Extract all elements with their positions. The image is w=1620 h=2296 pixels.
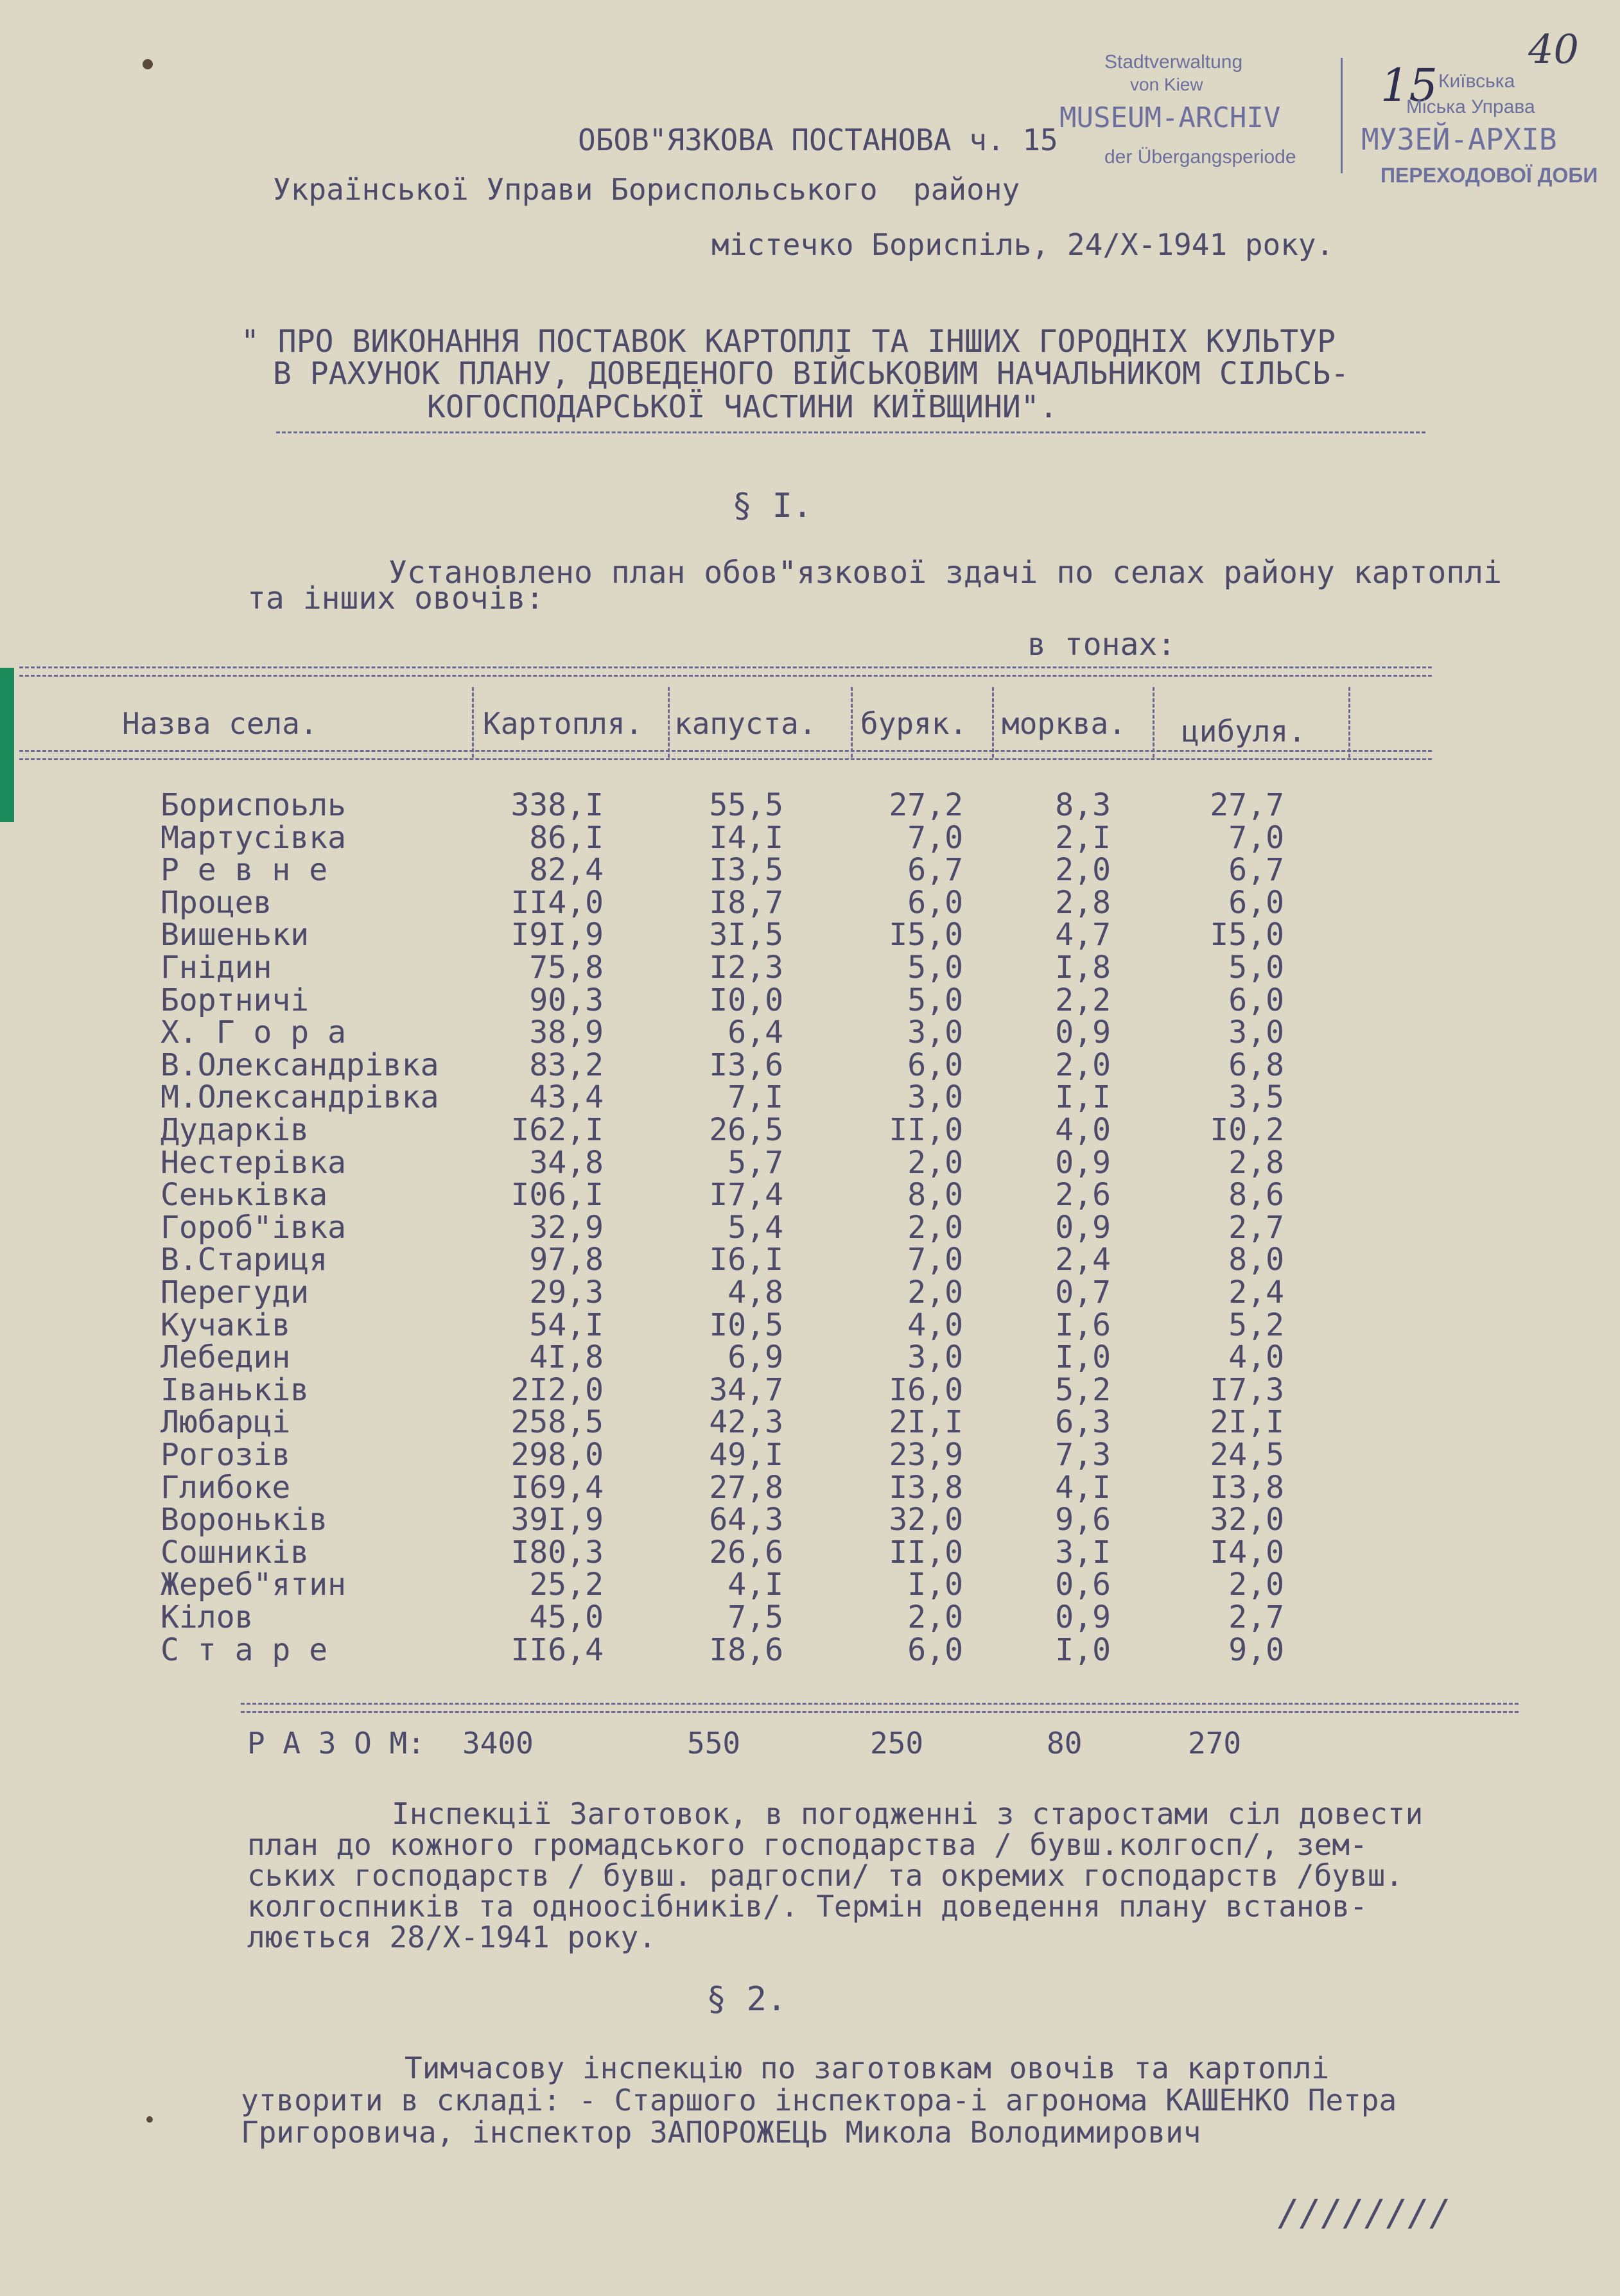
quantity-cell: 2І,І: [889, 1404, 963, 1441]
document-title: ОБОВ"ЯЗКОВА ПОСТАНОВА ч. 15: [578, 123, 1058, 157]
ukr-stamp-line: Київська: [1438, 71, 1515, 92]
quantity-cell: І0,5: [709, 1307, 783, 1343]
village-name-cell: Бортничі: [161, 982, 309, 1018]
quantity-cell: 6,8: [1228, 1047, 1284, 1083]
quantity-cell: 338,І: [510, 787, 604, 823]
table-row: [0, 1112, 1620, 1148]
column-header: морква.: [1002, 706, 1126, 741]
total-value: 3400: [462, 1726, 534, 1761]
village-name-cell: Р е в н е: [161, 852, 328, 889]
village-name-cell: Мартусівка: [161, 819, 346, 856]
quantity-cell: 82,4: [529, 852, 604, 889]
quantity-cell: І0,0: [709, 982, 783, 1018]
quantity-cell: І,0: [1055, 1631, 1111, 1668]
quantity-cell: 2,8: [1055, 884, 1111, 921]
ukr-stamp-line: Міська Управа: [1406, 96, 1535, 117]
village-name-cell: Сошників: [161, 1534, 309, 1570]
quantity-cell: 0,9: [1055, 1144, 1111, 1181]
quantity-cell: 7,0: [1228, 819, 1284, 856]
quantity-cell: І4,І: [709, 819, 783, 856]
column-divider: [992, 687, 994, 758]
quantity-cell: 6,9: [727, 1339, 783, 1376]
quantity-cell: 43,4: [529, 1079, 604, 1116]
quantity-cell: 6,4: [727, 1014, 783, 1051]
village-name-cell: Сеньківка: [161, 1177, 328, 1213]
village-name-cell: С т а р е: [161, 1631, 328, 1668]
units-label: в тонах:: [1027, 627, 1176, 663]
totals-row: [0, 1726, 1620, 1761]
table-row: [0, 1079, 1620, 1116]
quantity-cell: 6,0: [907, 1631, 963, 1668]
quantity-cell: 2,7: [1228, 1599, 1284, 1635]
quantity-cell: 7,0: [907, 819, 963, 856]
table-row: [0, 1371, 1620, 1408]
table-row: [0, 1534, 1620, 1570]
table-row: [0, 950, 1620, 986]
quantity-cell: 2,І: [1055, 819, 1111, 856]
village-name-cell: Рогозів: [161, 1437, 291, 1473]
quantity-cell: 3,0: [1228, 1014, 1284, 1051]
column-divider: [1348, 687, 1350, 758]
quantity-cell: І0,2: [1210, 1112, 1284, 1148]
quantity-cell: 2,6: [1055, 1177, 1111, 1213]
table-row: [0, 884, 1620, 921]
folio-number: 40: [1528, 26, 1579, 73]
village-name-cell: Дударків: [161, 1112, 309, 1148]
quantity-cell: І8,6: [709, 1631, 783, 1668]
german-archive-stamp: [1059, 51, 1336, 180]
quantity-cell: 5,7: [727, 1144, 783, 1181]
village-name-cell: В.Олександрівка: [161, 1047, 439, 1083]
quantity-cell: 8,0: [1228, 1242, 1284, 1278]
quantity-cell: І80,3: [510, 1534, 604, 1570]
quantity-cell: 7,3: [1055, 1437, 1111, 1473]
quantity-cell: 54,І: [529, 1307, 604, 1343]
quantity-cell: 5,0: [907, 982, 963, 1018]
trailing-marks: ////////: [1278, 2193, 1451, 2234]
quantity-cell: І6,І: [709, 1242, 783, 1278]
quantity-cell: 5,4: [727, 1209, 783, 1246]
quantity-cell: 3,0: [907, 1079, 963, 1116]
ukr-stamp-line: ПЕРЕХОДОВОЇ ДОБИ: [1380, 164, 1598, 187]
quantity-cell: І62,І: [510, 1112, 604, 1148]
section-intro: Установлено план обов"язкової здачі по селах району картоплі: [388, 555, 1502, 591]
quantity-cell: 32,9: [529, 1209, 604, 1246]
quantity-cell: 34,8: [529, 1144, 604, 1181]
quantity-cell: 34,7: [709, 1371, 783, 1408]
quantity-cell: 24,5: [1210, 1437, 1284, 1473]
total-value: 270: [1188, 1726, 1242, 1761]
quantity-cell: І5,0: [1210, 917, 1284, 953]
village-name-cell: Кучаків: [161, 1307, 291, 1343]
table-row: [0, 1404, 1620, 1441]
quantity-cell: 2,0: [907, 1144, 963, 1181]
quantity-cell: 2,8: [1228, 1144, 1284, 1181]
quantity-cell: 4,7: [1055, 917, 1111, 953]
quantity-cell: 27,7: [1210, 787, 1284, 823]
quantity-cell: 4І,8: [529, 1339, 604, 1376]
quantity-cell: ІІ,0: [889, 1112, 963, 1148]
village-name-cell: Кілов: [161, 1599, 254, 1635]
village-name-cell: Перегуди: [161, 1274, 309, 1310]
table-row: [0, 852, 1620, 889]
village-name-cell: М.Олександрівка: [161, 1079, 439, 1116]
village-name-cell: Процев: [161, 884, 272, 921]
quantity-cell: 25,2: [529, 1567, 604, 1603]
quantity-cell: 27,2: [889, 787, 963, 823]
quantity-cell: І4,0: [1210, 1534, 1284, 1570]
ukr-stamp-line: МУЗЕЙ-АРХІВ: [1361, 122, 1557, 157]
quantity-cell: 6,7: [1228, 852, 1284, 889]
total-value: 250: [870, 1726, 924, 1761]
quantity-cell: 42,3: [709, 1404, 783, 1441]
quantity-cell: 86,І: [529, 819, 604, 856]
total-value: 80: [1047, 1726, 1083, 1761]
column-header: Картопля.: [483, 706, 643, 741]
quantity-cell: ІЗ,8: [1210, 1469, 1284, 1506]
quantity-cell: 4,0: [1228, 1339, 1284, 1376]
table-row: [0, 917, 1620, 953]
quantity-cell: І,8: [1055, 950, 1111, 986]
quantity-cell: 75,8: [529, 950, 604, 986]
subject-line: В РАХУНОК ПЛАНУ, ДОВЕДЕНОГО ВІЙСЬКОВИМ НАЧАЛЬНИКОМ СІЛЬСЬ-: [273, 356, 1350, 392]
quantity-cell: І,0: [1055, 1339, 1111, 1376]
quantity-cell: 4,8: [727, 1274, 783, 1310]
quantity-cell: 32,0: [1210, 1502, 1284, 1538]
village-name-cell: Бориспоьль: [161, 787, 346, 823]
quantity-cell: 3,І: [1055, 1534, 1111, 1570]
stamp-divider: [1341, 58, 1343, 173]
totals-label: Р А З О М:: [247, 1726, 425, 1761]
table-row: [0, 1014, 1620, 1051]
quantity-cell: ІЗ,5: [709, 852, 783, 889]
place-date-line: містечко Бориспіль, 24/Х-1941 року.: [711, 227, 1334, 262]
table-row: [0, 982, 1620, 1018]
quantity-cell: 7,5: [727, 1599, 783, 1635]
quantity-cell: 5,0: [1228, 950, 1284, 986]
quantity-cell: 3,0: [907, 1014, 963, 1051]
subject-underline: [276, 431, 1425, 433]
quantity-cell: 5,0: [907, 950, 963, 986]
table-bottom-rule: [241, 1703, 1519, 1713]
quantity-cell: І7,3: [1210, 1371, 1284, 1408]
table-row: [0, 1177, 1620, 1213]
table-row: [0, 1502, 1620, 1538]
quantity-cell: 4,І: [727, 1567, 783, 1603]
total-value: 550: [687, 1726, 741, 1761]
german-stamp-line: Stadtverwaltung: [1104, 51, 1243, 73]
village-name-cell: Вороньків: [161, 1502, 328, 1538]
table-row: [0, 1339, 1620, 1376]
village-name-cell: Глибоке: [161, 1469, 291, 1506]
column-divider: [1153, 687, 1154, 758]
punch-hole-bottom: [146, 2116, 153, 2123]
quantity-cell: 0,9: [1055, 1209, 1111, 1246]
table-row: [0, 1437, 1620, 1473]
quantity-cell: 2,0: [1055, 1047, 1111, 1083]
quantity-cell: І2,3: [709, 950, 783, 986]
village-name-cell: В.Стариця: [161, 1242, 328, 1278]
quantity-cell: 0,7: [1055, 1274, 1111, 1310]
quantity-cell: І,0: [907, 1567, 963, 1603]
quantity-cell: І5,0: [889, 917, 963, 953]
quantity-cell: 26,5: [709, 1112, 783, 1148]
quantity-cell: 32,0: [889, 1502, 963, 1538]
quantity-cell: 258,5: [510, 1404, 604, 1441]
quantity-cell: І,6: [1055, 1307, 1111, 1343]
village-name-cell: Любарці: [161, 1404, 291, 1441]
quantity-cell: І69,4: [510, 1469, 604, 1506]
column-header: цибуля.: [1181, 714, 1306, 749]
quantity-cell: 5,2: [1228, 1307, 1284, 1343]
quantity-cell: 55,5: [709, 787, 783, 823]
quantity-cell: 38,9: [529, 1014, 604, 1051]
paragraph-line: утворити в складі: - Старшого інспектора-і агронома КАШЕНКО Петра: [241, 2083, 1397, 2118]
quantity-cell: 26,6: [709, 1534, 783, 1570]
quantity-cell: 2І2,0: [510, 1371, 604, 1408]
table-row: [0, 1242, 1620, 1278]
table-row: [0, 787, 1620, 823]
quantity-cell: 39І,9: [510, 1502, 604, 1538]
section-heading: § 2.: [706, 1980, 787, 2019]
quantity-cell: 6,0: [907, 884, 963, 921]
column-divider: [472, 687, 474, 758]
quantity-cell: І9І,9: [510, 917, 604, 953]
german-stamp-line: von Kiew: [1130, 74, 1203, 94]
column-divider: [851, 687, 853, 758]
quantity-cell: 64,3: [709, 1502, 783, 1538]
quantity-cell: 3І,5: [709, 917, 783, 953]
quantity-cell: ІЗ,8: [889, 1469, 963, 1506]
quantity-cell: ІІ6,4: [510, 1631, 604, 1668]
table-row: [0, 1307, 1620, 1343]
quantity-cell: 7,І: [727, 1079, 783, 1116]
quantity-cell: 6,0: [1228, 884, 1284, 921]
village-name-cell: Жереб"ятин: [161, 1567, 346, 1603]
village-name-cell: Іваньків: [161, 1371, 309, 1408]
quantity-cell: 9,0: [1228, 1631, 1284, 1668]
subject-line: " ПРО ВИКОНАННЯ ПОСТАВОК КАРТОПЛІ ТА ІНШИХ ГОРОДНІХ КУЛЬТУР: [241, 324, 1336, 360]
page-number: 15: [1380, 59, 1438, 112]
paragraph-line: план до кожного громадського господарства / бувш.колгосп/, зем-: [247, 1827, 1368, 1862]
quantity-cell: І7,4: [709, 1177, 783, 1213]
section-heading: § І.: [732, 487, 813, 525]
paragraph-line: Інспекції Заготовок, в погодженні з старостами сіл довести: [392, 1796, 1424, 1831]
quantity-cell: 6,3: [1055, 1404, 1111, 1441]
village-name-cell: Вишеньки: [161, 917, 309, 953]
issuer-line: Української Управи Бориспольського району: [273, 172, 1020, 207]
quantity-cell: І6,0: [889, 1371, 963, 1408]
quantity-cell: 2,0: [907, 1599, 963, 1635]
quantity-cell: 3,5: [1228, 1079, 1284, 1116]
quantity-cell: 49,І: [709, 1437, 783, 1473]
quantity-cell: 23,9: [889, 1437, 963, 1473]
quantity-cell: 2,4: [1055, 1242, 1111, 1278]
quantity-cell: 45,0: [529, 1599, 604, 1635]
punch-hole-top: [143, 59, 153, 69]
quantity-cell: 27,8: [709, 1469, 783, 1506]
village-name-cell: Х. Г о р а: [161, 1014, 346, 1051]
quantity-cell: І06,І: [510, 1177, 604, 1213]
quantity-cell: 4,0: [907, 1307, 963, 1343]
table-row: [0, 1209, 1620, 1246]
quantity-cell: 90,3: [529, 982, 604, 1018]
quantity-cell: 6,0: [907, 1047, 963, 1083]
table-row: [0, 1567, 1620, 1603]
table-top-rule: [19, 666, 1432, 677]
quantity-cell: 2,2: [1055, 982, 1111, 1018]
table-row: [0, 1631, 1620, 1668]
quantity-cell: 2,0: [1055, 852, 1111, 889]
quantity-cell: 2,0: [907, 1274, 963, 1310]
quantity-cell: 3,0: [907, 1339, 963, 1376]
quantity-cell: І,І: [1055, 1079, 1111, 1116]
ukrainian-archive-stamp: [1361, 71, 1605, 199]
quantity-cell: ІЗ,6: [709, 1047, 783, 1083]
column-header: буряк.: [860, 706, 968, 741]
quantity-cell: 0,9: [1055, 1599, 1111, 1635]
table-row: [0, 1469, 1620, 1506]
paragraph-line: Григоровича, інспектор ЗАПОРОЖЕЦЬ Микола Володимирович: [241, 2115, 1201, 2150]
subject-line: КОГОСПОДАРСЬКОЇ ЧАСТИНИ КИЇВЩИНИ".: [427, 389, 1058, 425]
quantity-cell: ІІ,0: [889, 1534, 963, 1570]
quantity-cell: 6,7: [907, 852, 963, 889]
column-header: Назва села.: [122, 706, 318, 741]
paragraph-line: люється 28/Х-1941 року.: [247, 1920, 656, 1954]
quantity-cell: 7,0: [907, 1242, 963, 1278]
german-stamp-line: MUSEUM-ARCHIV: [1059, 101, 1281, 134]
quantity-cell: 8,6: [1228, 1177, 1284, 1213]
quantity-cell: І8,7: [709, 884, 783, 921]
quantity-cell: 0,6: [1055, 1567, 1111, 1603]
table-row: [0, 1144, 1620, 1181]
quantity-cell: 5,2: [1055, 1371, 1111, 1408]
german-stamp-line: der Übergangsperiode: [1104, 146, 1296, 168]
quantity-cell: 2,0: [907, 1209, 963, 1246]
table-row: [0, 819, 1620, 856]
village-name-cell: Гороб"івка: [161, 1209, 346, 1246]
quantity-cell: 2І,І: [1210, 1404, 1284, 1441]
section-intro: та інших овочів:: [247, 580, 544, 616]
table-header-rule: [19, 750, 1432, 760]
table-row: [0, 1047, 1620, 1083]
quantity-cell: 2,0: [1228, 1567, 1284, 1603]
table-row: [0, 1599, 1620, 1635]
village-name-cell: Гнідин: [161, 950, 272, 986]
column-header: капуста.: [674, 706, 817, 741]
quantity-cell: 4,І: [1055, 1469, 1111, 1506]
quantity-cell: 4,0: [1055, 1112, 1111, 1148]
quantity-cell: ІІ4,0: [510, 884, 604, 921]
quantity-cell: 97,8: [529, 1242, 604, 1278]
village-name-cell: Нестерівка: [161, 1144, 346, 1181]
quantity-cell: 83,2: [529, 1047, 604, 1083]
quantity-cell: 29,3: [529, 1274, 604, 1310]
quantity-cell: 8,0: [907, 1177, 963, 1213]
quantity-cell: 2,4: [1228, 1274, 1284, 1310]
village-name-cell: Лебедин: [161, 1339, 291, 1376]
quantity-cell: 0,9: [1055, 1014, 1111, 1051]
column-divider: [668, 687, 670, 758]
quantity-cell: 6,0: [1228, 982, 1284, 1018]
quantity-cell: 8,3: [1055, 787, 1111, 823]
quantity-cell: 298,0: [510, 1437, 604, 1473]
paragraph-line: колгоспників та одноосібників/. Термін доведення плану встанов-: [247, 1889, 1368, 1924]
paragraph-line: Тимчасову інспекцію по заготовкам овочів та картоплі: [405, 2051, 1330, 2085]
quantity-cell: 2,7: [1228, 1209, 1284, 1246]
quantity-cell: 9,6: [1055, 1502, 1111, 1538]
table-row: [0, 1274, 1620, 1310]
paragraph-line: ських господарств / бувш. радгоспи/ та окремих господарств /бувш.: [247, 1858, 1404, 1893]
